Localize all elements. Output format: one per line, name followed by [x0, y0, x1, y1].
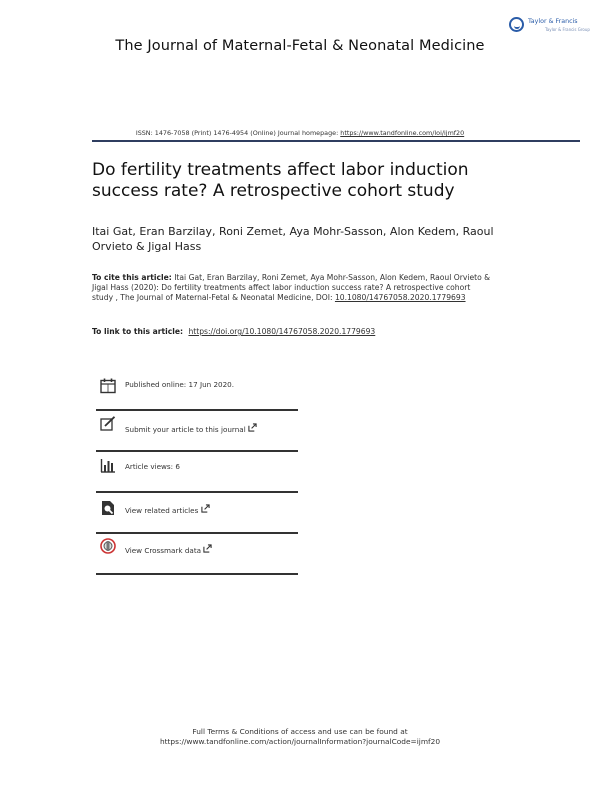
issn-text: ISSN: 1476-7058 (Print) 1476-4954 (Online) Journal homepage:: [135, 129, 339, 137]
footer-terms-text: Full Terms & Conditions of access and use can be found at: [192, 727, 408, 736]
crossmark-link[interactable]: [125, 544, 212, 555]
publisher-logo-icon: [509, 17, 524, 32]
article-title: [92, 160, 562, 202]
header-divider: [92, 140, 580, 142]
external-link-icon: [248, 423, 257, 432]
submit-article-row[interactable]: [96, 410, 298, 452]
published-online-row: [96, 369, 298, 411]
authors-line1: Itai Gat, Eran Barzilay, Roni Zemet, Aya Mohr-Sasson, Alon Kedem, Raoul: [92, 225, 494, 238]
related-articles-text: View related articles: [125, 506, 199, 515]
footer: [0, 727, 600, 747]
external-link-icon: [203, 544, 212, 553]
external-link-icon: [201, 504, 210, 513]
footer-terms-link[interactable]: https://www.tandfonline.com/action/journalInformation?journalCode=ijmf20: [159, 737, 441, 746]
crossmark-row[interactable]: [96, 533, 298, 575]
related-articles-row[interactable]: [96, 492, 298, 534]
published-online-text: Published online: 17 Jun 2020.: [125, 380, 235, 389]
document-search-icon: [100, 500, 116, 516]
article-link-url[interactable]: https://doi.org/10.1080/14767058.2020.1779693: [188, 327, 376, 336]
journal-title: The Journal of Maternal-Fetal & Neonatal Medicine: [115, 38, 485, 54]
publisher-logo: [509, 15, 590, 37]
article-link-line: [92, 327, 512, 336]
authors-line2: Orvieto & Jigal Hass: [92, 240, 202, 253]
article-views-text: Article views: 6: [125, 462, 180, 471]
doi-link[interactable]: 10.1080/14767058.2020.1779693: [334, 293, 466, 302]
article-title-line2: success rate? A retrospective cohort study: [92, 181, 455, 201]
submit-article-text: Submit your article to this journal: [125, 425, 246, 434]
article-views-row: [96, 451, 298, 493]
logo-line1: Taylor & Francis: [528, 18, 578, 25]
submit-article-link[interactable]: [125, 423, 257, 434]
calendar-icon: [100, 378, 116, 394]
crossmark-text: View Crossmark data: [125, 546, 202, 555]
citation-block: [92, 273, 492, 303]
bar-chart-icon: [100, 457, 116, 473]
edit-icon: [100, 416, 116, 432]
article-title-line1: Do fertility treatments affect labor induction: [92, 160, 469, 180]
logo-line2: Taylor & Francis Group: [545, 27, 590, 32]
citation-text: Itai Gat, Eran Barzilay, Roni Zemet, Aya Mohr-Sasson, Alon Kedem, Raoul Orvieto & Jigal Hass (2020): Do fertility treatments affect labor induction success rate? A retrospective cohort study , The Journal of Maternal-Fetal & Neonatal Medicine, DOI:: [92, 273, 491, 302]
crossmark-icon: [100, 538, 116, 554]
authors: [92, 224, 512, 254]
journal-homepage-link[interactable]: https://www.tandfonline.com/loi/ijmf20: [340, 129, 465, 137]
related-articles-link[interactable]: [125, 504, 210, 515]
article-link-label: To link to this article:: [92, 327, 184, 336]
citation-label: To cite this article:: [92, 273, 172, 282]
issn-line: [0, 129, 600, 137]
